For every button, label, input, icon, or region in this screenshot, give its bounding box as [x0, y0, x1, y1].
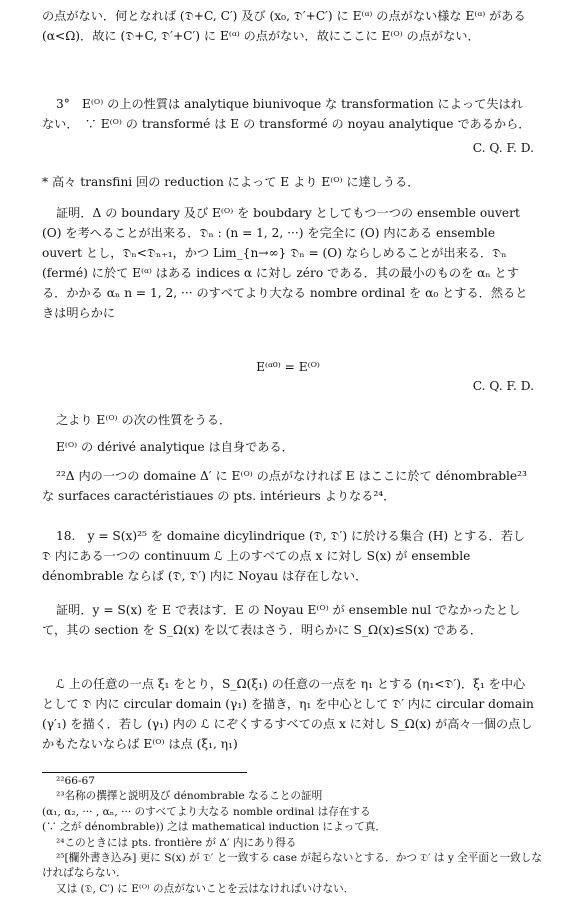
qed-text: C. Q. F. D. — [472, 141, 534, 155]
footnote: 又は (𝔇, C′) に E⁽ᴼ⁾ の点がないことを云はなければいけない． — [56, 882, 355, 895]
paragraph: 証明．y = S(x) を E で表はす．E の Noyau E⁽ᴼ⁾ が ensemble nul でなかったとして，其の section を S_Ω(x) を以て表はさう．明らかに S_Ω(x)≤S(x) である． — [42, 603, 521, 637]
footnote-divider — [42, 772, 247, 773]
block-9 — [42, 600, 534, 640]
block-4 — [42, 203, 534, 323]
paragraph: 18. y = S(x)²⁵ を domaine dicylindrique (𝔇, 𝔇′) に於ける集合 (H) とする．若し 𝔇 内にある一つの continuum ℒ 上のすべての点 x に対し S(x) が ensemble dénombrable ならば (𝔇, 𝔇′) 内に Noyau は存在しない． — [42, 529, 526, 583]
paragraph: 3° E⁽ᴼ⁾ の上の性質は analytique biunivoque な transformation によって失はれない． ∵ E⁽ᴼ⁾ の transformé は E の transformé の noyau analytique であるから． — [42, 97, 531, 131]
footnote-line: (∵ 之が dénombrable)) 之は mathematical induction によって真． — [42, 821, 386, 834]
paragraph: の点がない．何となれば (𝔇+C, C′) 及び (x₀, 𝔇′+C′) に E⁽ᵅ⁾ の点がない様な E⁽ᵅ⁾ がある (α<Ω)．故に (𝔇+C, 𝔇′+C′) に E⁽ᵅ⁾ の点がない．故にここに E⁽ᴼ⁾ の点がない． — [42, 9, 526, 43]
block-6 — [42, 437, 534, 457]
paragraph: 証明．Δ の boundary 及び E⁽ᴼ⁾ を boubdary としてもつ一つの ensemble ouvert (O) を考へることが出来る．𝔇ₙ : (n = 1, 2, ···) を完全に (O) 内にある ensemble ouvert とし，𝔇ₙ<𝔇ₙ₊₁，かつ Lim_{n→∞} 𝔇ₙ = (O) ならしめることが出来る．𝔇ₙ (fermé) に於て E⁽ᵅ⁾ はある indices α に対し zéro である．其の最小のものを αₙ とする．かかる αₙ n = 1, 2, ··· のすべてより大なる nombre ordinal を α₀ とする．然るときは明らかに — [42, 206, 528, 320]
footnote: ²³名称の撰擇と説明及び dénombrable なることの証明 — [56, 790, 323, 803]
paragraph: ²²Δ 内の一つの domaine Δ′ に E⁽ᴼ⁾ の点がなければ E はここに於て dénombrable²³ な surfaces caractéristiaues の pts. intérieurs よりなる²⁴． — [42, 469, 527, 503]
footnote: ²⁵[欄外書き込み] 更に S(x) が 𝔇′ と一致する case が起らないとする．かつ 𝔇′ は y 全平面と一致しなければならない． — [42, 852, 542, 880]
footnote-line: (α₁, α₂, ··· , αₙ, ··· のすべてより大なる nomble ordinal は存在する — [42, 805, 371, 818]
equation-text: E⁽ᵅ⁰⁾ = E⁽ᴼ⁾ — [256, 360, 320, 374]
block-5 — [42, 410, 534, 430]
block-8 — [42, 526, 534, 586]
block-1 — [42, 6, 534, 46]
statement: * 高々 transfini 回の reduction によって E より E⁽ᴼ⁾ に達しうる． — [42, 175, 420, 189]
block-7 — [42, 466, 534, 506]
footnote: ²⁴このときには pts. frontière が Δ′ 内にあり得る — [56, 836, 297, 849]
paragraph: E⁽ᴼ⁾ の dérivé analytique は自身である． — [56, 440, 294, 454]
qed-text: C. Q. F. D. — [472, 379, 534, 393]
equation — [42, 357, 534, 377]
qed-2 — [42, 376, 534, 396]
block-10 — [42, 674, 534, 754]
footnotes — [42, 774, 542, 897]
block-3 — [42, 172, 534, 192]
qed-1 — [42, 138, 534, 158]
footnote: ²²66-67 — [56, 775, 96, 787]
block-2 — [42, 94, 534, 134]
paragraph: 之より E⁽ᴼ⁾ の次の性質をうる． — [56, 413, 232, 427]
paragraph: ℒ 上の任意の一点 ξ₁ をとり，S_Ω(ξ₁) の任意の一点を η₁ とする (η₁<𝔇′)．ξ₁ を中心として 𝔇 内に circular domain (γ₁) を描き，η₁ を中心として 𝔇′ 内に circular domain (γ′₁) を描く．若し (γ₁) 内の ℒ にぞくするすべての点 x に対し S_Ω(x) が高々一個の点しかもたないならば E⁽ᴼ⁾ は点 (ξ₁, η₁) — [42, 677, 534, 751]
